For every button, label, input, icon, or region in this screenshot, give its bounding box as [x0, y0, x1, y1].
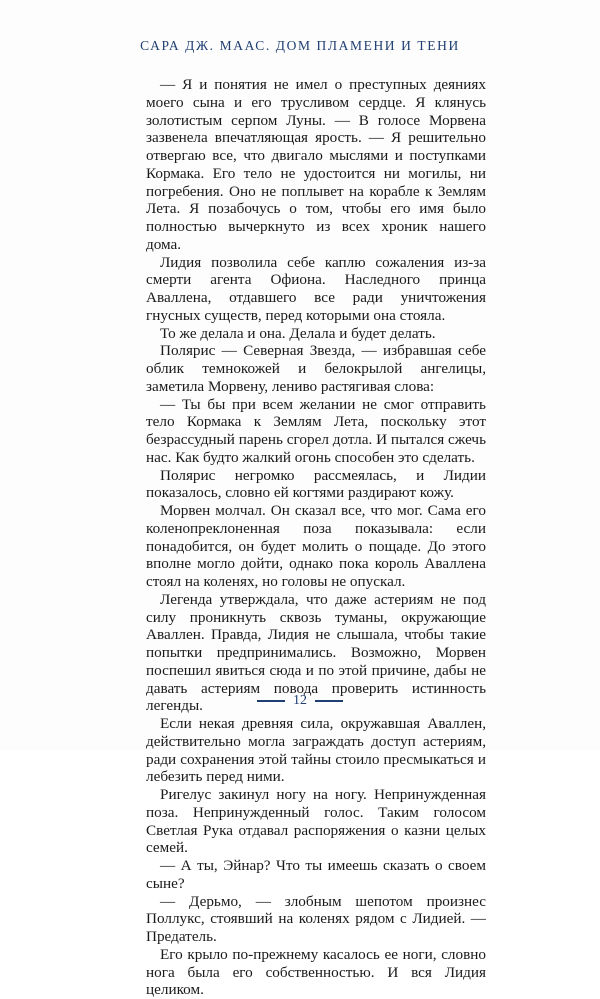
paragraph: — А ты, Эйнар? Что ты имеешь сказать о своем сыне?	[146, 857, 486, 892]
paragraph: То же делала и она. Делала и будет делать.	[160, 324, 436, 342]
paragraph: — Дерьмо, — злобным шепотом произнес Поллукс, стоявший на коленях рядом с Лидией. — Предатель.	[146, 892, 486, 945]
paragraph: — Ты бы при всем желании не смог отправить тело Кормака к Землям Лета, поскольку этот безрассудный парень сгорел дотла. И пытался сжечь нас. Как будто жалкий огонь способен это сделать.	[146, 395, 486, 466]
page-number: 12	[293, 693, 307, 708]
paragraph: Полярис негромко рассмеялась, и Лидии показалось, словно ей когтями раздирают кожу.	[146, 466, 486, 502]
page-folio	[0, 693, 600, 709]
paragraph: — Я и понятия не имел о преступных деяниях моего сына и его трусливом сердце. Я клянусь золотистым серпом Луны. — В голосе Морвена зазвенела впечатляющая ярость. — Я решительно отвергаю все, что двигало мыслями и поступками Кормака. Его тело не удостоится ни могилы, ни погребения. Оно не поплывет на корабле к Землям Лета. Я позабочусь о том, чтобы его имя было полностью вычеркнуто из всех хроник нашего дома.	[146, 76, 486, 253]
folio-rule-left	[257, 700, 285, 702]
page-body	[146, 76, 486, 999]
paragraph: Легенда утверждала, что даже астериям не под силу проникнуть сквозь туманы, окружающие Аваллен. Правда, Лидия не слышала, чтобы такие попытки предпринимались. Возможно, Морвен поспешил явиться сюда и по этой причине, дабы не давать астериям повода проверить истинность легенды.	[146, 590, 486, 715]
paragraph: Морвен молчал. Он сказал все, что мог. Сама его коленопреклоненная поза показывала: если понадобится, он будет молить о пощаде. До этого вполне могло дойти, однако пока король Аваллена стоял на коленях, но головы не опускал.	[146, 502, 486, 590]
paragraph: Лидия позволила себе каплю сожаления из-за смерти агента Офиона. Наследного принца Аваллена, отдавшего все ради уничтожения гнусных существ, перед которыми она стояла.	[146, 253, 486, 324]
running-title: САРА ДЖ. МААС. ДОМ ПЛАМЕНИ И ТЕНИ	[140, 38, 460, 53]
paragraph: Ригелус закинул ногу на ногу. Непринужденная поза. Непринужденный голос. Таким голосом Светлая Рука отдавал распоряжения о казни целых семей.	[146, 786, 486, 857]
paragraph: Его крыло по-прежнему касалось ее ноги, словно нога была его собственностью. И вся Лидия целиком.	[146, 945, 486, 999]
paragraph: Если некая древняя сила, окружавшая Аваллен, действительно могла заграждать доступ астериям, ради сохранения этой тайны стоило пресмыкаться и лебезить перед ними.	[146, 715, 486, 786]
paragraph: Полярис — Северная Звезда, — избравшая себе облик темнокожей и белокрылой ангелицы, заметила Морвену, лениво растягивая слова:	[146, 342, 486, 395]
folio-rule-right	[315, 700, 343, 702]
